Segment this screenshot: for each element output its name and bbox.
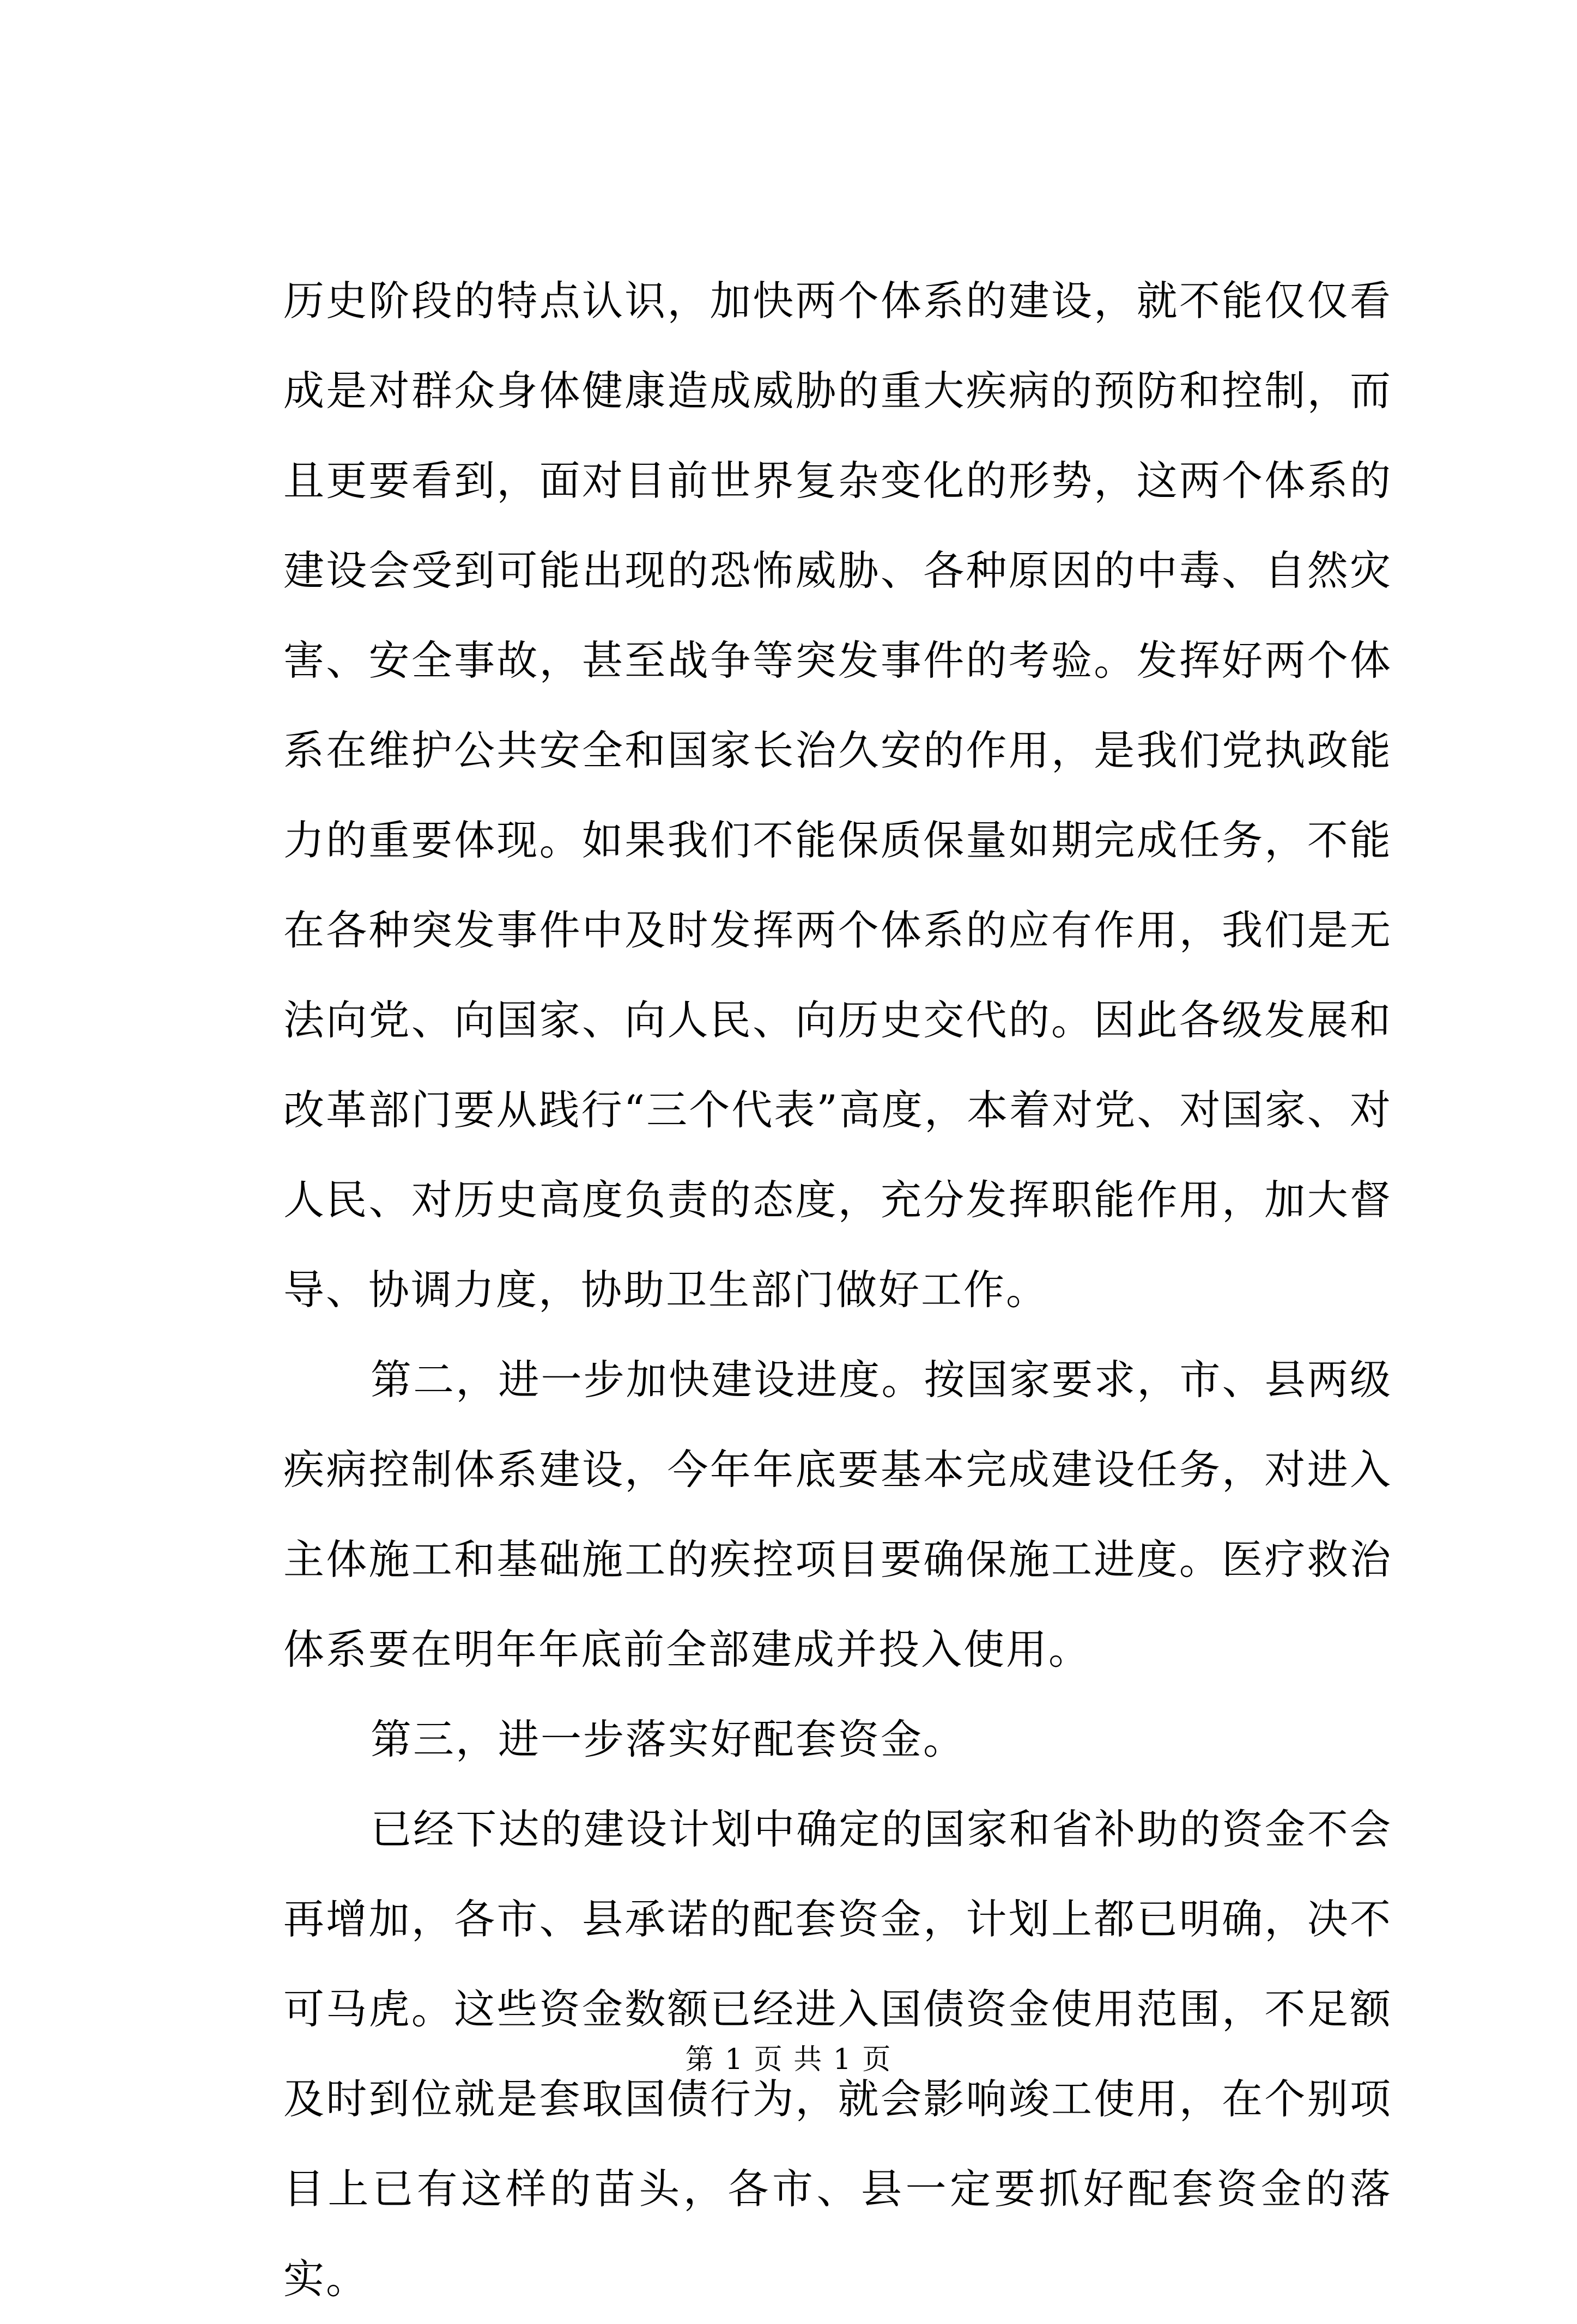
paragraph-point-three: 第三，进一步落实好配套资金。 <box>371 1715 966 1763</box>
document-body <box>283 256 1392 2324</box>
paragraph-funding: 已经下达的建设计划中确定的国家和省补助的资金不会再增加，各市、县承诺的配套资金，计划上都已明确，决不可马虎。这些资金数额已经进入国债资金使用范围，不足额及时到位就是套取国债行为，就会影响竣工使用，在个别项目上已有这样的苗头，各市、县一定要抓好配套资金的落实。 <box>283 1805 1392 2303</box>
paragraph-continuation: 历史阶段的特点认识，加快两个体系的建设，就不能仅仅看成是对群众身体健康造成威胁的重大疾病的预防和控制，而且更要看到，面对目前世界复杂变化的形势，这两个体系的建设会受到可能出现的恐怖威胁、各种原因的中毒、自然灾害、安全事故，甚至战争等突发事件的考验。发挥好两个体系在维护公共安全和国家长治久安的作用，是我们党执政能力的重要体现。如果我们不能保质保量如期完成任务，不能在各种突发事件中及时发挥两个体系的应有作用，我们是无法向党、向国家、向人民、向历史交代的。因此各级发展和改革部门要从践行“三个代表”高度，本着对党、对国家、对人民、对历史高度负责的态度，充分发挥职能作用，加大督导、协调力度，协助卫生部门做好工作。 <box>283 277 1392 1314</box>
page-number-footer: 第 1 页 共 1 页 <box>685 2043 892 2076</box>
paragraph-point-two: 第二，进一步加快建设进度。按国家要求，市、县两级疾病控制体系建设，今年年底要基本完成建设任务，对进入主体施工和基础施工的疾控项目要确保施工进度。医疗救治体系要在明年年底前全部建成并投入使用。 <box>283 1356 1392 1673</box>
